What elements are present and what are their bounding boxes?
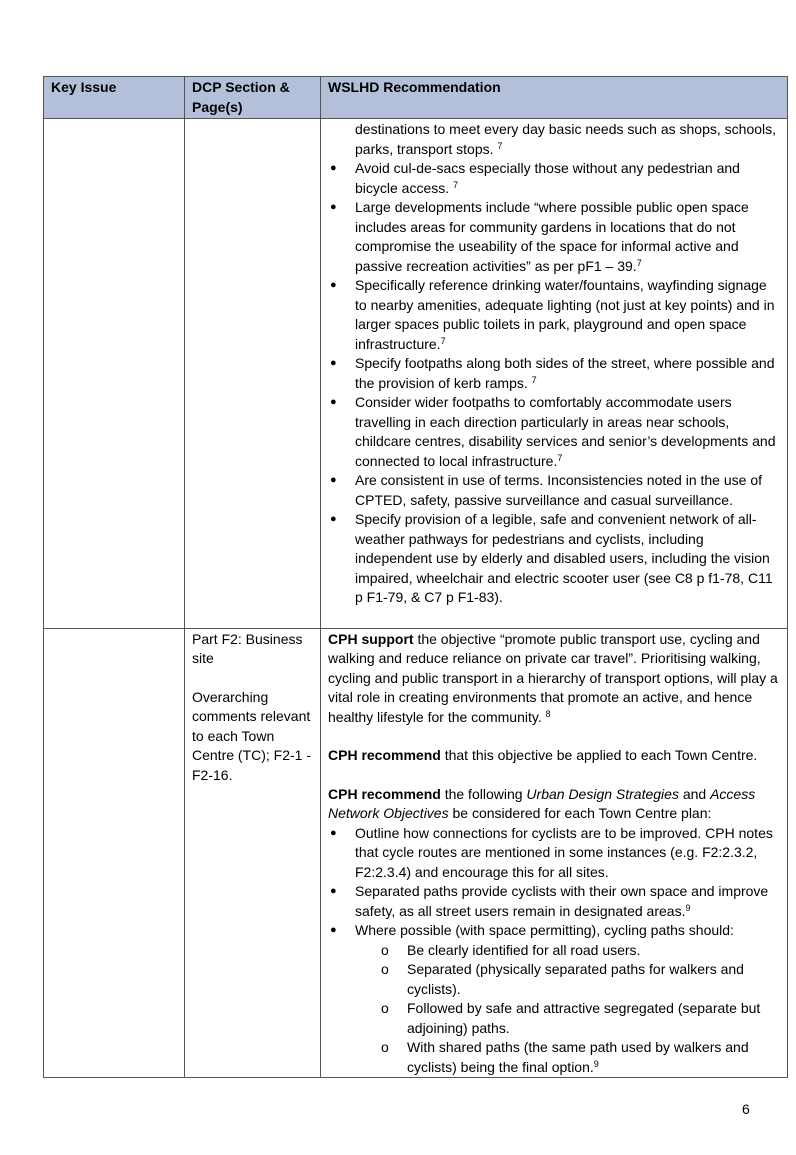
recommendations-table [43, 76, 788, 1078]
list-item: ● Are consistent in use of terms. Inconsistencies noted in the use of CPTED, safety, passive surveillance and casual surveillance. [328, 471, 780, 510]
sub-list-item: o Followed by safe and attractive segregated (separate but adjoining) paths. [328, 999, 780, 1038]
list-item: ● Avoid cul-de-sacs especially those without any pedestrian and bicycle access. $^7$ [328, 159, 780, 198]
list-item: ● Separated paths provide cyclists with their own space and improve safety, as all street users remain in designated areas.$^9$ [328, 882, 780, 921]
cycling-path-sublist [328, 941, 780, 1078]
recommendation-cell [321, 119, 788, 629]
section-cell [185, 628, 321, 1078]
list-item: ● Specifically reference drinking water/fountains, wayfinding signage to nearby amenities, adequate lighting (not just at key points) and in larger spaces public toilets in park, playground and open space infrastructure.$^7$ [328, 276, 780, 354]
table-row [44, 119, 788, 629]
table-header-row [44, 77, 788, 119]
list-item: ● Where possible (with space permitting), cycling paths should: o Be clearly identified for all road users. o Separated (physically separated paths for walkers and cyclists). o Followed by safe and attractive segregated (separate but adjoining) paths. o With shared paths (the same path used by walkers and cyclists) being the final option.$^9$ [328, 921, 780, 1077]
sub-list-item: o Separated (physically separated paths for walkers and cyclists). [328, 960, 780, 999]
key-issue-cell [44, 119, 185, 629]
table-row [44, 628, 788, 1078]
sub-list-item: o With shared paths (the same path used by walkers and cyclists) being the final option.$^9$ [328, 1038, 780, 1077]
support-paragraph: CPH support the objective “promote public transport use, cycling and walking and reduce reliance on private car travel”. Prioritising walking, cycling and public transport in a hierarchy of transport options, will play a vital role in creating environments that promote an active, and hence healthy lifestyle for the community. $^8$ [328, 630, 778, 725]
page-number: 6 [742, 1101, 750, 1117]
strategy-list [328, 824, 780, 1078]
section-cell [185, 119, 321, 629]
list-item-continuation: destinations to meet every day basic needs such as shops, schools, parks, transport stops. $^7$ [355, 121, 777, 157]
list-item: ● Specify footpaths along both sides of the street, where possible and the provision of kerb ramps. $^7$ [328, 354, 780, 393]
list-item: ● Specify provision of a legible, safe and convenient network of all-weather pathways for pedestrians and cyclists, including independent use by elderly and disabled users, including the vision impaired, wheelchair and electric scooter user (see C8 p f1-78, C11 p F1-79, & C7 p F1-83). [328, 510, 780, 608]
cell-spacer [328, 608, 780, 628]
list-item: ● Consider wider footpaths to comfortably accommodate users travelling in each direction particularly in areas near schools, childcare centres, disability services and senior’s developments and connected to local infrastructure.$^7$ [328, 393, 780, 471]
recommend-strategies-paragraph: CPH recommend the following Urban Design Strategies and Access Network Objectives be considered for each Town Centre plan: [328, 785, 756, 821]
recommend-paragraph: CPH recommend that this objective be applied to each Town Centre. [328, 747, 758, 763]
key-issue-cell [44, 628, 185, 1078]
section-note: Overarching comments relevant to each Town Centre (TC); F2-1 - F2-16. [192, 688, 312, 783]
header-dcp-section: DCP Section & Page(s) [185, 77, 321, 119]
recommendation-cell [321, 628, 788, 1078]
list-item: ● Large developments include “where possible public open space includes areas for community gardens in locations that do not compromise the useability of the space for informal active and passive recreation activities” as per pF1 – 39.$^7$ [328, 198, 780, 276]
recommendation-list [328, 120, 780, 608]
header-key-issue: Key Issue [44, 77, 185, 119]
sub-list-item: o Be clearly identified for all road users. [328, 941, 780, 961]
list-item: ● Outline how connections for cyclists are to be improved. CPH notes that cycle routes are mentioned in some instances (e.g. F2:2.3.2, F2:2.3.4) and encourage this for all sites. [328, 824, 780, 883]
section-title: Part F2: Business site [192, 630, 303, 666]
header-wslhd-recommendation: WSLHD Recommendation [321, 77, 788, 119]
